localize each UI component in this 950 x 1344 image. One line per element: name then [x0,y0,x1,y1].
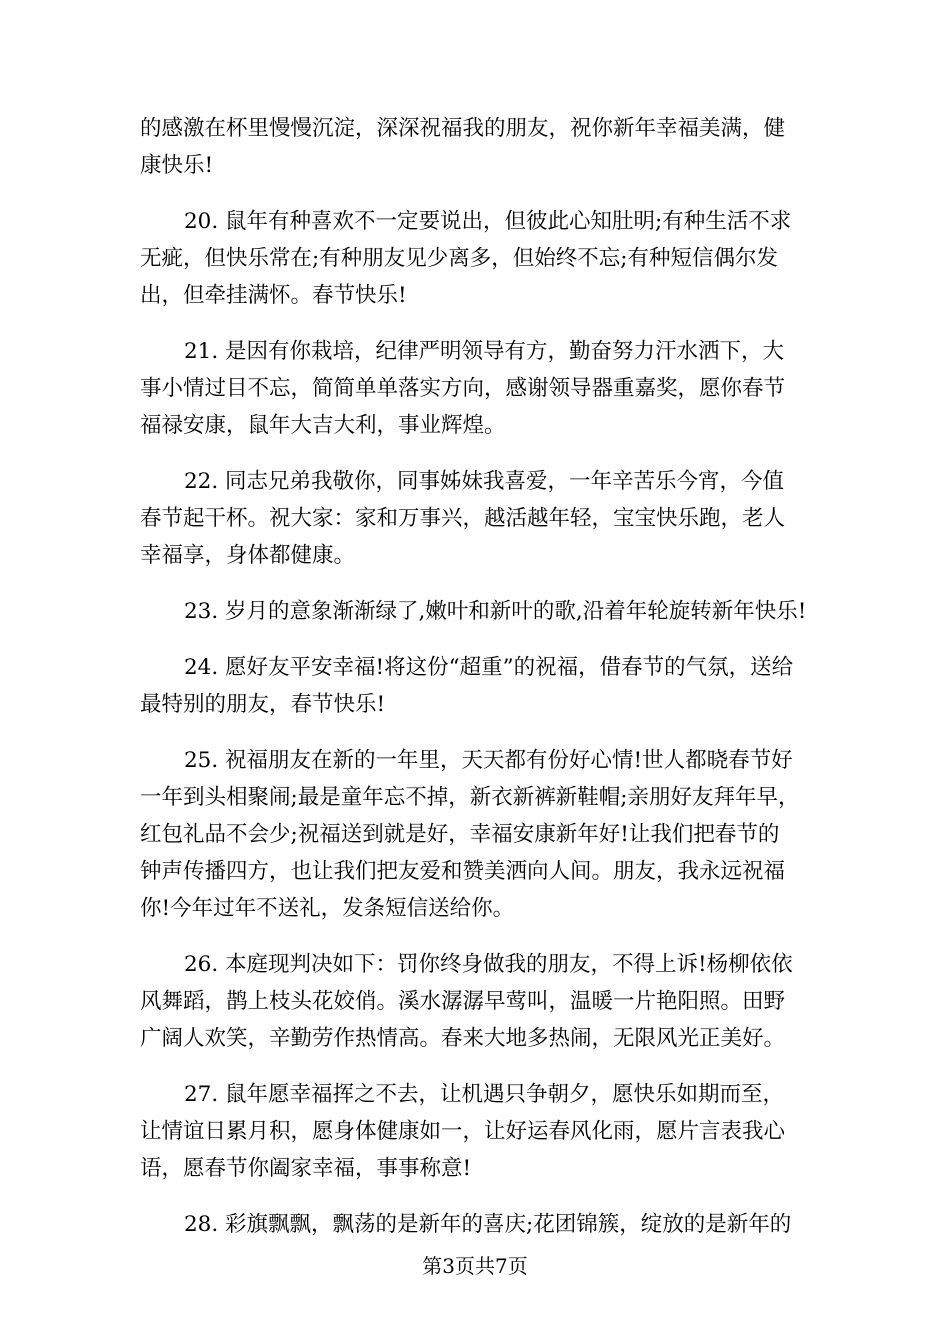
text-line: 的感激在杯里慢慢沉淀，深深祝福我的朋友，祝你新年幸福美满，健 [140,116,786,141]
text-line: 让情谊日累月积，愿身体健康如一，让好运春风化雨，愿片言表我心 [140,1119,786,1144]
paragraph-22 [140,463,840,574]
text-line: 广阔人欢笑，辛勤劳作热情高。春来大地多热闹，无限风光正美好。 [140,1026,786,1051]
text-line: 无疵，但快乐常在;有种朋友见少离多，但始终不忘;有种短信偶尔发 [140,246,778,271]
text-line: 春节起干杯。祝大家：家和万事兴，越活越年轻，宝宝快乐跑，老人 [140,506,786,531]
text-line: 幸福享，身体都健康。 [140,543,356,568]
text-line: 28. 彩旗飘飘，飘荡的是新年的喜庆;花团锦簇，绽放的是新年的 [184,1212,792,1237]
document-body [140,110,840,1262]
text-line: 语，愿春节你阖家幸福，事事称意! [140,1156,472,1181]
text-line: 22. 同志兄弟我敬你，同事姊妹我喜爱，一年辛苦乐今宵，今值 [184,469,785,494]
text-line: 最特别的朋友，春节快乐! [140,692,386,717]
text-line: 20. 鼠年有种喜欢不一定要说出，但彼此心知肚明;有种生活不求 [184,209,792,234]
paragraph-23 [140,593,840,630]
paragraph-20 [140,203,840,314]
paragraph-27 [140,1076,840,1187]
text-line: 康快乐! [140,153,214,178]
text-line: 出，但牵挂满怀。春节快乐! [140,283,407,308]
text-line: 21. 是因有你栽培，纪律严明领导有方，勤奋努力汗水洒下，大 [184,339,785,364]
text-line: 一年到头相聚闹;最是童年忘不掉，新衣新裤新鞋帽;亲朋好友拜年早， [140,785,800,810]
text-line: 26. 本庭现判决如下：罚你终身做我的朋友，不得上诉!杨柳依依 [184,952,793,977]
text-line: 24. 愿好友平安幸福!将这份“超重”的祝福，借春节的气氛，送给 [184,655,794,680]
page-footer: 第3页共7页 [422,1254,528,1278]
paragraph-21 [140,333,840,444]
text-line: 事小情过目不忘，简简单单落实方向，感谢领导器重嘉奖，愿你春节 [140,376,786,401]
text-line: 25. 祝福朋友在新的一年里，天天都有份好心情!世人都晓春节好 [184,748,793,773]
text-line: 27. 鼠年愿幸福挥之不去，让机遇只争朝夕，愿快乐如期而至， [184,1082,785,1107]
text-line: 钟声传播四方，也让我们把友爱和赞美洒向人间。朋友，我永远祝福 [140,859,786,884]
paragraph-24 [140,649,840,723]
paragraph-25 [140,742,840,927]
paragraph-19-continued [140,110,840,184]
text-line: 23. 岁月的意象渐渐绿了,嫩叶和新叶的歌,沿着年轮旋转新年快乐! [184,599,807,624]
paragraph-28 [140,1206,840,1243]
text-line: 风舞蹈，鹊上枝头花姣俏。溪水潺潺早莺叫，温暖一片艳阳照。田野 [140,989,786,1014]
text-line: 红包礼品不会少;祝福送到就是好，幸福安康新年好!让我们把春节的 [140,822,780,847]
text-line: 你!今年过年不送礼，发条短信送给你。 [140,896,515,921]
paragraph-26 [140,946,840,1057]
text-line: 福禄安康，鼠年大吉大利，事业辉煌。 [140,413,506,438]
